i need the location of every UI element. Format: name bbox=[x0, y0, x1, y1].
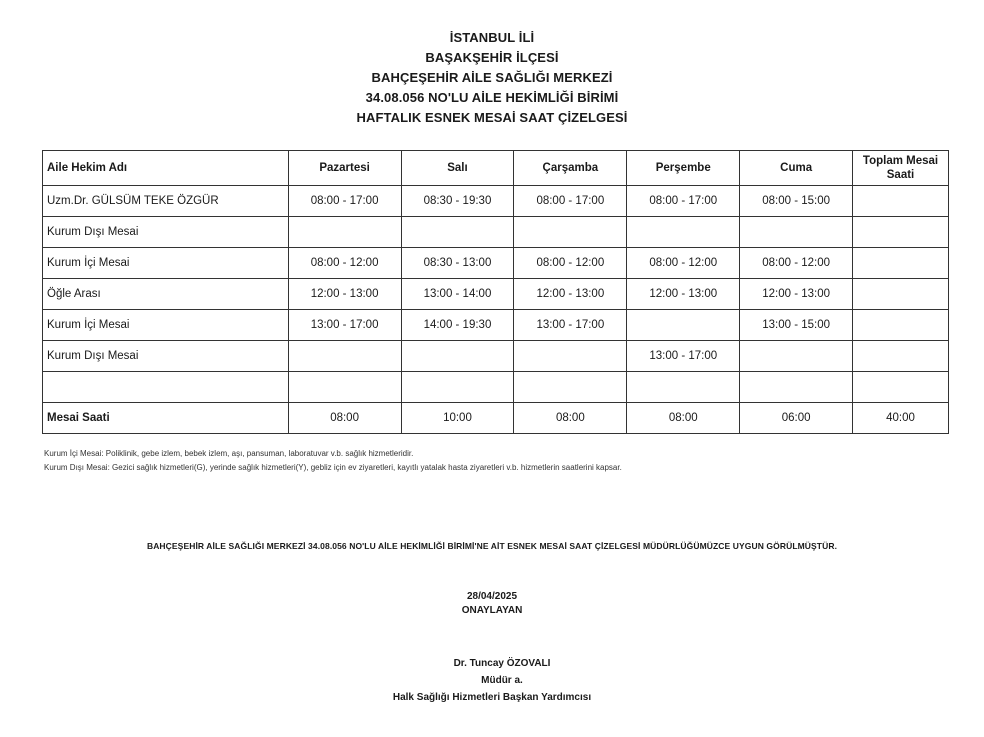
table-row bbox=[43, 248, 949, 279]
table-row bbox=[43, 372, 949, 403]
table-cell: 08:00 - 15:00 bbox=[740, 186, 853, 217]
signatory-role: Müdür a. bbox=[481, 675, 523, 686]
table-cell bbox=[853, 310, 949, 341]
approval-statement: BAHÇEŞEHİR AİLE SAĞLIĞI MERKEZİ 34.08.056 NO'LU AİLE HEKİMLİĞİ BİRİMİ'NE AİT ESNEK MESAİ SAAT ÇİZELGESİ MÜDÜRLÜĞÜMÜZCE UYGUN GÖRÜLMÜŞTÜR. bbox=[146, 541, 838, 551]
table-cell bbox=[627, 372, 740, 403]
column-header-monday: Pazartesi bbox=[288, 151, 401, 186]
total-cell-thursday: 08:00 bbox=[627, 403, 740, 434]
total-cell-tuesday: 10:00 bbox=[401, 403, 514, 434]
table-row bbox=[43, 217, 949, 248]
table-cell: 08:00 - 17:00 bbox=[288, 186, 401, 217]
table-cell: 13:00 - 17:00 bbox=[288, 310, 401, 341]
row-label: Kurum Dışı Mesai bbox=[43, 217, 289, 248]
table-cell: 08:00 - 12:00 bbox=[514, 248, 627, 279]
row-label: Kurum Dışı Mesai bbox=[43, 341, 289, 372]
column-header-thursday: Perşembe bbox=[627, 151, 740, 186]
table-cell: 08:30 - 19:30 bbox=[401, 186, 514, 217]
table-cell: 08:00 - 17:00 bbox=[627, 186, 740, 217]
table-cell bbox=[627, 217, 740, 248]
row-label bbox=[43, 372, 289, 403]
footnote-external: Kurum Dışı Mesai: Gezici sağlık hizmetleri(G), yerinde sağlık hizmetleri(Y), gebliz için ev ziyaretleri, kayıtlı yatalak hasta ziyaretleri v.b. hizmetlerin saatlerini kapsar. bbox=[44, 463, 622, 472]
column-header-wednesday: Çarşamba bbox=[514, 151, 627, 186]
table-cell bbox=[514, 217, 627, 248]
total-cell-wednesday: 08:00 bbox=[514, 403, 627, 434]
total-cell-weekly: 40:00 bbox=[853, 403, 949, 434]
header-district: BAŞAKŞEHİR İLÇESİ bbox=[425, 50, 559, 65]
table-cell bbox=[401, 372, 514, 403]
table-header-row bbox=[43, 151, 949, 186]
footnotes bbox=[44, 447, 622, 475]
table-cell bbox=[853, 186, 949, 217]
table-cell bbox=[627, 310, 740, 341]
table-row bbox=[43, 279, 949, 310]
table-cell: 08:00 - 12:00 bbox=[740, 248, 853, 279]
table-cell: 14:00 - 19:30 bbox=[401, 310, 514, 341]
column-header-total: Toplam Mesai Saati bbox=[853, 151, 949, 186]
table-cell: 08:00 - 12:00 bbox=[288, 248, 401, 279]
table-cell: 12:00 - 13:00 bbox=[288, 279, 401, 310]
signatory-position: Halk Sağlığı Hizmetleri Başkan Yardımcısı bbox=[392, 692, 592, 703]
table-cell bbox=[288, 217, 401, 248]
document-header bbox=[0, 28, 984, 128]
row-label: Kurum İçi Mesai bbox=[43, 248, 289, 279]
row-label: Uzm.Dr. GÜLSÜM TEKE ÖZGÜR bbox=[43, 186, 289, 217]
column-header-friday: Cuma bbox=[740, 151, 853, 186]
header-province: İSTANBUL İLİ bbox=[449, 30, 535, 45]
table-cell: 13:00 - 17:00 bbox=[627, 341, 740, 372]
total-cell-monday: 08:00 bbox=[288, 403, 401, 434]
table-cell bbox=[514, 372, 627, 403]
table-cell: 13:00 - 17:00 bbox=[514, 310, 627, 341]
table-cell bbox=[401, 217, 514, 248]
document-title: HAFTALIK ESNEK MESAİ SAAT ÇİZELGESİ bbox=[356, 110, 628, 125]
total-row bbox=[43, 403, 949, 434]
table-row bbox=[43, 310, 949, 341]
table-cell bbox=[853, 372, 949, 403]
table-cell: 12:00 - 13:00 bbox=[740, 279, 853, 310]
column-header-tuesday: Salı bbox=[401, 151, 514, 186]
column-header-doctor: Aile Hekim Adı bbox=[43, 151, 289, 186]
table-cell bbox=[740, 217, 853, 248]
table-cell: 08:30 - 13:00 bbox=[401, 248, 514, 279]
signature-block bbox=[0, 655, 984, 706]
approver-title: ONAYLAYAN bbox=[461, 605, 523, 616]
table-cell bbox=[853, 217, 949, 248]
row-label: Öğle Arası bbox=[43, 279, 289, 310]
table-cell bbox=[401, 341, 514, 372]
table-row bbox=[43, 186, 949, 217]
table-cell bbox=[288, 341, 401, 372]
header-unit: 34.08.056 NO'LU AİLE HEKİMLİĞİ BİRİMİ bbox=[365, 90, 619, 105]
table-cell: 08:00 - 12:00 bbox=[627, 248, 740, 279]
table-cell bbox=[740, 372, 853, 403]
row-label: Kurum İçi Mesai bbox=[43, 310, 289, 341]
footnote-internal: Kurum İçi Mesai: Poliklinik, gebe izlem, bebek izlem, aşı, pansuman, laboratuvar v.b. sağlık hizmetleridir. bbox=[44, 449, 414, 458]
table-cell: 08:00 - 17:00 bbox=[514, 186, 627, 217]
table-cell bbox=[853, 341, 949, 372]
table-cell bbox=[853, 248, 949, 279]
schedule-table bbox=[42, 150, 949, 434]
table-cell: 13:00 - 15:00 bbox=[740, 310, 853, 341]
total-cell-friday: 06:00 bbox=[740, 403, 853, 434]
table-row bbox=[43, 341, 949, 372]
table-cell: 12:00 - 13:00 bbox=[627, 279, 740, 310]
table-cell bbox=[514, 341, 627, 372]
table-cell bbox=[853, 279, 949, 310]
table-cell bbox=[740, 341, 853, 372]
signatory-name: Dr. Tuncay ÖZOVALI bbox=[453, 658, 551, 669]
table-cell: 13:00 - 14:00 bbox=[401, 279, 514, 310]
approval-block bbox=[0, 590, 984, 618]
approval-date: 28/04/2025 bbox=[466, 591, 518, 602]
table-cell: 12:00 - 13:00 bbox=[514, 279, 627, 310]
total-row-label: Mesai Saati bbox=[43, 403, 289, 434]
header-center: BAHÇEŞEHİR AİLE SAĞLIĞI MERKEZİ bbox=[371, 70, 613, 85]
table-cell bbox=[288, 372, 401, 403]
